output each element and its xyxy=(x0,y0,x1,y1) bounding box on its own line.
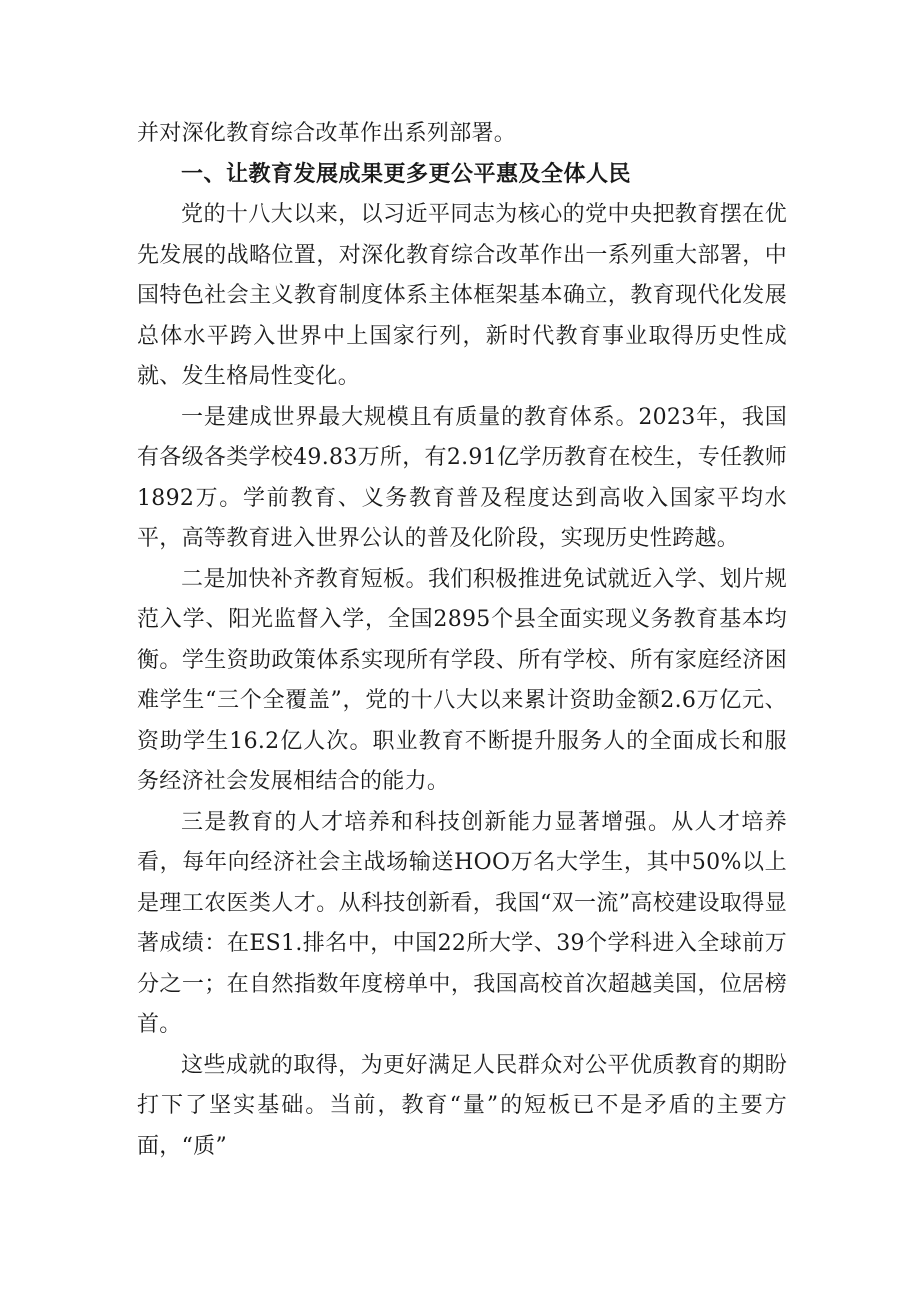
paragraph-intro: 党的十八大以来，以习近平同志为核心的党中央把教育摆在优先发展的战略位置，对深化教育综合改革作出一系列重大部署，中国特色社会主义教育制度体系主体框架基本确立，教育现代化发展总体水平跨入世界中上国家行列，新时代教育事业取得历史性成就、发生格局性变化。 xyxy=(137,202,787,389)
paragraph-summary: 这些成就的取得，为更好满足人民群众对公平优质教育的期盼打下了坚实基础。当前，教育“量”的短板已不是矛盾的主要方面，“质” xyxy=(137,1052,787,1159)
paragraph-point-three: 三是教育的人才培养和科技创新能力显著增强。从人才培养看，每年向经济社会主战场输送HOO万名大学生，其中50%以上是理工农医类人才。从科技创新看，我国“双一流”高校建设取得显著成绩：在ES1.排名中，中国22所大学、39个学科进入全球前万分之一；在自然指数年度榜单中，我国高校首次超越美国，位居榜首。 xyxy=(137,809,787,1037)
paragraph-continuation: 并对深化教育综合改革作出系列部署。 xyxy=(137,121,517,146)
paragraph-point-two: 二是加快补齐教育短板。我们积极推进免试就近入学、划片规范入学、阳光监督入学，全国2895个县全面实现义务教育基本均衡。学生资助政策体系实现所有学段、所有学校、所有家庭经济困难学生“三个全覆盖”，党的十八大以来累计资助金额2.6万亿元、资助学生16.2亿人次。职业教育不断提升服务人的全面成长和服务经济社会发展相结合的能力。 xyxy=(137,566,787,794)
document-body xyxy=(137,114,787,1167)
paragraph-point-one: 一是建成世界最大规模且有质量的教育体系。2023年，我国有各级各类学校49.83万所，有2.91亿学历教育在校生，专任教师1892万。学前教育、义务教育普及程度达到高收入国家平均水平，高等教育进入世界公认的普及化阶段，实现历史性跨越。 xyxy=(137,404,787,551)
section-heading: 一、让教育发展成果更多更公平惠及全体人民 xyxy=(181,161,632,187)
